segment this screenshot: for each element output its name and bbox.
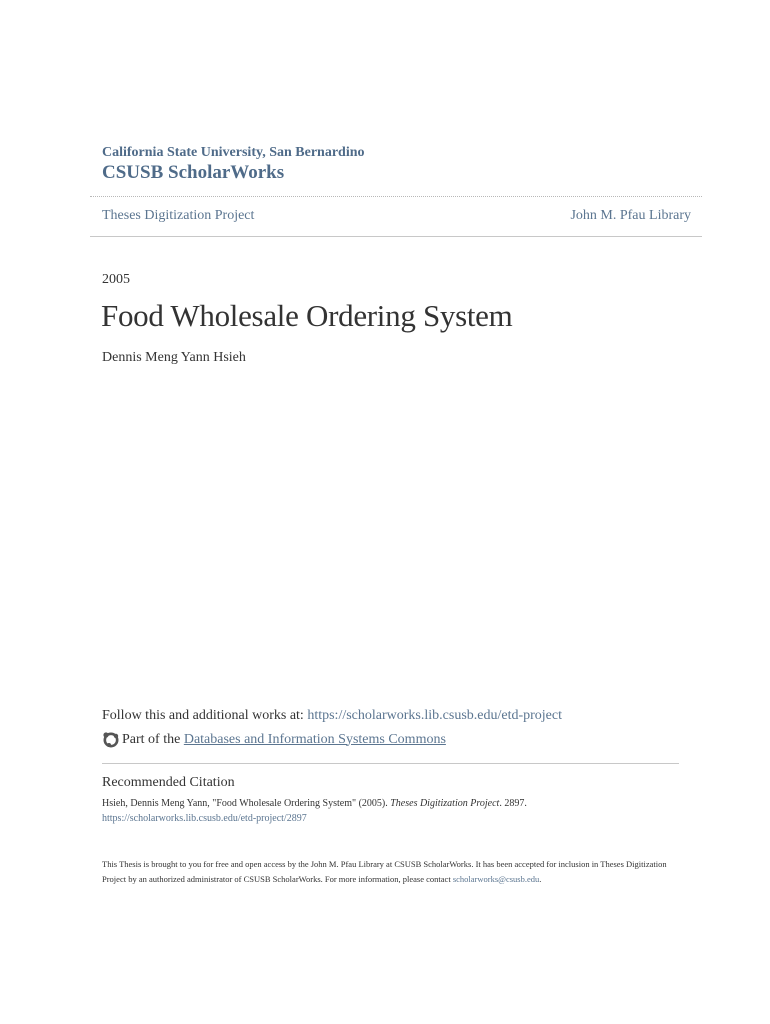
citation-url-link[interactable]: https://scholarworks.lib.csusb.edu/etd-project/2897: [102, 813, 307, 824]
contact-email-link[interactable]: scholarworks@csusb.edu: [452, 874, 540, 884]
notice-end: .: [539, 874, 542, 884]
follow-url-link[interactable]: https://scholarworks.lib.csusb.edu/etd-project: [307, 708, 563, 723]
citation-block: [102, 796, 702, 826]
document-title: Food Wholesale Ordering System: [101, 298, 513, 333]
commons-link[interactable]: Databases and Information Systems Commons: [183, 731, 446, 747]
part-of-line: [102, 731, 446, 748]
library-link[interactable]: John M. Pfau Library: [570, 208, 691, 223]
citation-heading: Recommended Citation: [102, 775, 235, 790]
citation-series: Theses Digitization Project: [390, 798, 500, 809]
follow-line: [102, 708, 562, 724]
document-author: Dennis Meng Yann Hsieh: [102, 350, 246, 365]
commons-network-icon: [102, 731, 119, 748]
institution-name: California State University, San Bernardino: [102, 145, 365, 160]
access-notice: [102, 857, 682, 887]
header-divider: [90, 196, 702, 197]
part-of-prefix: Part of the: [122, 731, 181, 747]
repository-name[interactable]: CSUSB ScholarWorks: [102, 162, 285, 183]
notice-text: This Thesis is brought to you for free and open access by the John M. Pfau Library at CSUSB ScholarWorks. It has been accepted for inclusion in Theses Digitization Project by an authorized administrator of CSUSB ScholarWorks. For more information, please contact: [102, 859, 667, 884]
follow-prefix: Follow this and additional works at:: [102, 708, 308, 723]
citation-divider: [102, 763, 679, 764]
citation-text: Hsieh, Dennis Meng Yann, "Food Wholesale Ordering System" (2005).: [102, 798, 391, 809]
header-bottom-rule: [90, 236, 702, 237]
publication-year: 2005: [102, 272, 130, 287]
collection-link[interactable]: Theses Digitization Project: [102, 208, 255, 223]
citation-number: . 2897.: [499, 798, 527, 809]
